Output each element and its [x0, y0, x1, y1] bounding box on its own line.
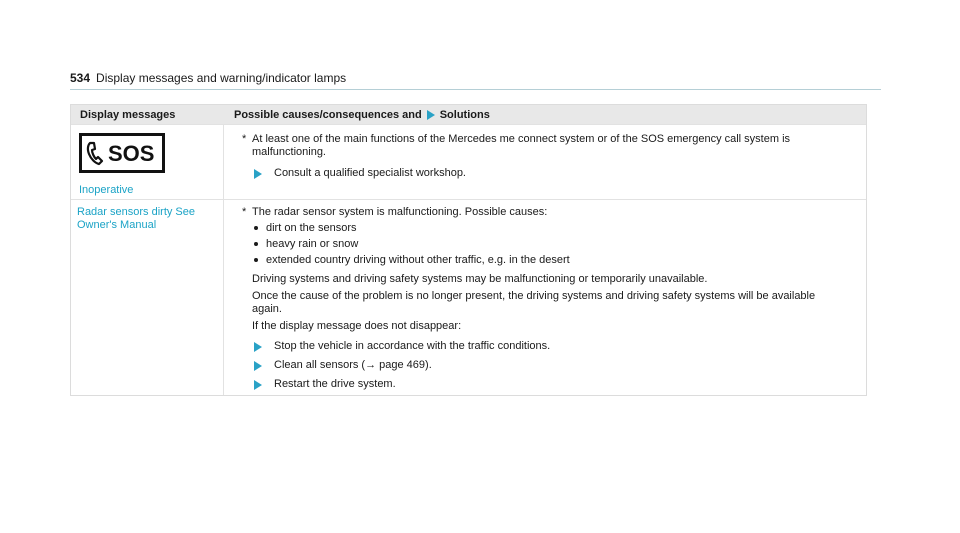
cause-text-line: At least one of the main functions of the Mercedes me connect system or of the SOS emergency call system is [252, 133, 791, 145]
cause-text-line: malfunctioning. [252, 146, 326, 158]
footnote-marker: * [242, 133, 247, 145]
causes-cell [224, 200, 866, 395]
list-item-text: dirt on the sensors [266, 222, 357, 234]
cause-text-line: The radar sensor system is malfunctioning. Possible causes: [252, 206, 548, 218]
messages-table [70, 104, 867, 396]
list-item-text: extended country driving without other traffic, e.g. in the desert [266, 254, 570, 266]
list-item-text: heavy rain or snow [266, 238, 359, 250]
page-header [70, 71, 346, 85]
sos-phone-icon [79, 133, 165, 173]
action-text: Restart the drive system. [274, 378, 396, 390]
header-rule [70, 89, 881, 90]
action-text: Stop the vehicle in accordance with the traffic conditions. [274, 340, 551, 352]
action-item [254, 167, 466, 180]
page-number: 534 [70, 71, 91, 85]
arrow-right-icon [254, 380, 262, 390]
col-header-solutions-label: Solutions [439, 108, 490, 121]
footnote-marker: * [242, 206, 247, 218]
col-header-causes-label: Possible causes/consequences and [234, 108, 422, 121]
col-header-causes [224, 109, 866, 121]
paragraph: again. [252, 303, 282, 315]
table-row [71, 124, 866, 199]
table-header [71, 105, 866, 124]
action-item [254, 378, 396, 391]
arrow-right-icon [254, 342, 262, 352]
message-radar-sensors-line2: Owner's Manual [77, 219, 157, 231]
action-item [254, 340, 550, 353]
paragraph: Driving systems and driving safety systems may be malfunctioning or temporarily unavailable. [252, 273, 708, 285]
paragraph: If the display message does not disappear: [252, 320, 462, 332]
arrow-right-icon [254, 169, 262, 179]
table-row [71, 199, 866, 395]
action-text: Consult a qualified specialist workshop. [274, 167, 466, 179]
arrow-right-icon [427, 110, 435, 120]
paragraph: Once the cause of the problem is no longer present, the driving systems and driving safety systems will be available [252, 290, 816, 302]
status-inoperative: Inoperative [79, 184, 134, 196]
message-radar-sensors-line1: Radar sensors dirty See [77, 206, 195, 218]
action-text: Clean all sensors (→ page 469). [274, 359, 432, 371]
page-title: Display messages and warning/indicator lamps [96, 71, 347, 85]
causes-cell [224, 125, 866, 199]
display-message-cell [71, 125, 224, 199]
sos-label: SOS [108, 140, 155, 166]
arrow-right-icon [254, 361, 262, 371]
action-item [254, 359, 432, 372]
display-message-cell [71, 200, 224, 395]
col-header-display-messages: Display messages [80, 108, 176, 121]
phone-icon [86, 140, 106, 166]
